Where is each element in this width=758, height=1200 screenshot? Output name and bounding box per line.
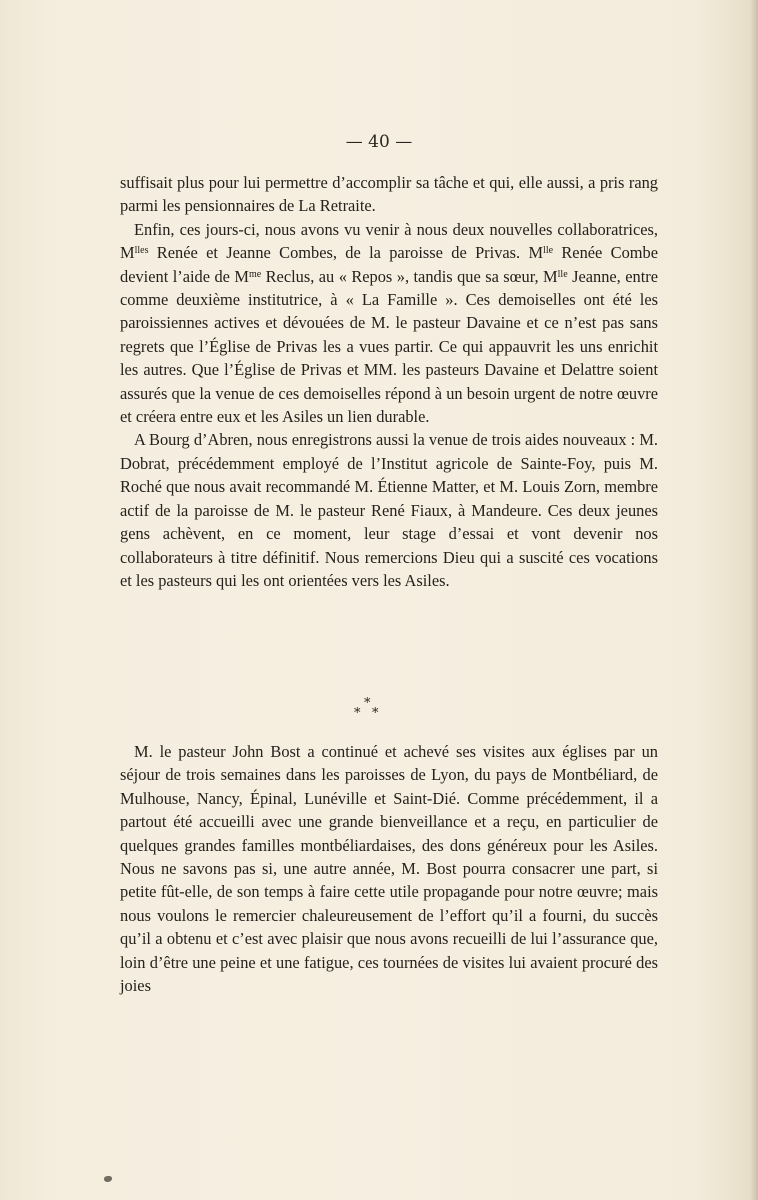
asterism-star-top: * (364, 696, 371, 711)
title-superscript: lle (543, 245, 554, 257)
paragraph (120, 740, 658, 997)
paragraph-text: suffisait plus pour lui permettre d’accomplir sa tâche et qui, elle aussi, a pris rang parmi les pensionnaires de La Retraite. (120, 173, 658, 216)
ink-smudge-mark (104, 1176, 112, 1182)
paragraph (120, 218, 658, 429)
asterism-separator (340, 696, 400, 728)
page-edge-shadow (750, 0, 758, 1200)
title-superscript: lles (134, 245, 149, 257)
title-superscript: me (248, 268, 262, 280)
paragraph-text: Jeanne, entre comme deuxième institutrice, à « La Famille ». Ces demoiselles ont été les paroissiennes actives et dévouées de M. le pasteur Davaine et ce n’est pas sans regrets que l’Église de Privas les a vues partir. Ce qui appauvrit les uns enrichit les autres. Que l’Église de Privas et MM. les pasteurs Davaine et Delattre soient assurés que la venue de ces demoiselles répond à un besoin urgent de notre œuvre et créera entre eux et les Asiles un lien durable. (120, 266, 658, 427)
paragraph-text: Renée Combe devient l’aide de M (120, 243, 658, 286)
paragraph (120, 428, 658, 592)
text-block-top (120, 171, 658, 592)
paragraph-text: A Bourg d’Abren, nous enregistrons aussi la venue de trois aides nouveaux : M. Dobrat, précédemment employé de l’Institut agricole de Sainte-Foy, puis M. Roché que nous avait recommandé M. Étienne Matter, et M. Louis Zorn, membre actif de la paroisse de M. le pasteur René Fiaux, à Mandeure. Ces deux jeunes gens achèvent, en ce moment, leur stage d’essai et vont devenir nos collaborateurs à titre définitif. Nous remercions Dieu qui a suscité ces vocations et les pasteurs qui les ont orientées vers les Asiles. (120, 430, 658, 590)
asterism-star-left: * (354, 706, 361, 721)
paragraph-text: Reclus, au « Repos », tandis que sa sœur, M (261, 266, 558, 286)
text-block-bottom (120, 740, 658, 997)
asterism-star-right: * (372, 706, 379, 721)
paragraph (120, 171, 658, 218)
paragraph-text: Renée et Jeanne Combes, de la paroisse de Privas. M (148, 243, 544, 263)
title-superscript: lle (557, 268, 568, 280)
page-number: — 40 — (345, 132, 413, 152)
paragraph-text: M. le pasteur John Bost a continué et achevé ses visites aux églises par un séjour de trois semaines dans les paroisses de Lyon, du pays de Montbéliard, de Mulhouse, Nancy, Épinal, Lunéville et Saint-Dié. Comme précédemment, il a partout été accueilli avec une grande bienveillance et a reçu, en particulier de quelques grandes familles montbéliardaises, des dons généreux pour les Asiles. Nous ne savons pas si, une autre année, M. Bost pourra consacrer une part, si petite fût-elle, de son temps à faire cette utile propagande pour notre œuvre; mais nous voulons le remercier chaleureusement de l’effort qu’il a fourni, du succès qu’il a obtenu et c’est avec plaisir que nous avons recueilli de lui l’assurance que, loin d’être une peine et une fatigue, ces tournées de visites lui avaient procuré des joies (120, 742, 658, 996)
paragraph-text: Enfin, ces jours-ci, nous avons vu venir à nous deux nouvelles collaboratrices, M (120, 219, 658, 263)
